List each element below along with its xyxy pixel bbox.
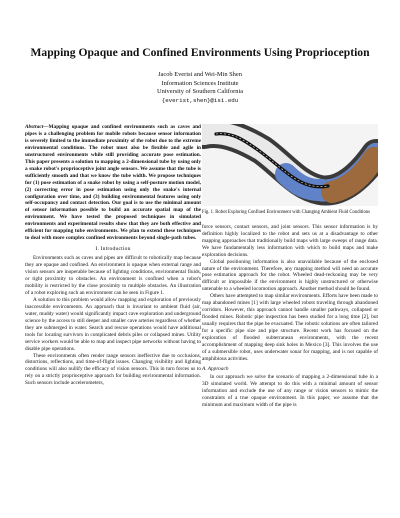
paper-title: Mapping Opaque and Confined Environments Using Proprioception: [30, 46, 370, 59]
tube-environment-illustration: [202, 124, 378, 206]
right-paragraph-4: In our approach we solve the scenario of mapping a 2-dimensional tube in a 3D simulated world. We attempt to do this with a minimal amount of sensor information and exclude the use of any range or vision sensors to mimic the constraints of a true opaque environment. In this paper, we assume that the minimum and maximum width of the pipe is: [202, 373, 378, 408]
intro-paragraph-2: A solution to this problem would allow mapping and exploration of previously inaccessible environments. An approach that is invariant to ambient fluid (air, water, muddy water) would significantly impact cave exploration and underground science by the access to still deeper and smaller cave arteries regardless of whether they are submerged in water. Search and rescue operations would have additional tools for locating survivors in complicated debris piles or collapsed mines. Utility service workers would be able to map and inspect pipe networks without having to disable pipe operations.: [25, 296, 201, 352]
section-heading-introduction: I. Introduction: [95, 246, 131, 253]
right-column: [202, 124, 378, 409]
left-column: [25, 124, 201, 387]
author-email: {everist,shen}@isi.edu: [161, 96, 239, 104]
intro-paragraph-3: These environments often render range sensors ineffective due to occlusions, distortions, reflections, and time-of-flight issues. Changing visibility and lighting conditions will also nullify the efficacy of vision sensors. This in turn forces us to rely on a strictly proprioceptive approach for building environmental information. Such sensors include accelerometers,: [25, 352, 201, 387]
right-paragraph-2: Global positioning information is also unavailable because of the enclosed nature of the environment. Therefore, any mapping method will need an accurate pose estimation approach for the robot. Wheeled dead-reckoning may be very difficult or impossible if the environment is highly unstructured or otherwise untenable to a wheeled locomotion approach. Another method should be found.: [202, 258, 378, 293]
author-university: University of Southern California: [156, 88, 244, 96]
subsection-heading-approach: A. Approach: [202, 365, 229, 372]
author-block: [0, 71, 400, 105]
figure-1-caption: Fig. 1. Robot Exploring Confined Environment with Changing Ambient Fluid Conditions: [202, 210, 370, 215]
right-paragraph-3: Others have attempted to map similar environments. Efforts have been made to map abandoned mines [1] with large wheeled robots traveling through abandoned corridors. However, this approach cannot handle smaller pathways, collapsed or flooded mines. Robotic pipe inspection has been studied for a long time [2], but usually requires that the pipe be evacuated. The robotic solutions are often tailored for a specific pipe size and pipe structure. Recent work has focused on the exploration of flooded subterranean environments, with the recent accomplishment of mapping deep sink holes in Mexico [3]. This involves the use of a submersible robot, uses underwater sonar for mapping, and is not capable of amphibious activities.: [202, 293, 378, 362]
right-paragraph-1: force sensors, contact sensors, and joint sensors. This sensor information is by definition highly localized to the robot and sets us at a disadvantage to other mapping approaches that traditionally build maps with large sweeps of range data. We have fundamentally less information with which to build maps and make exploration decisions.: [202, 223, 378, 258]
figure-1-illustration: [202, 124, 378, 206]
author-names: Jacob Everist and Wei-Min Shen: [158, 71, 242, 78]
abstract: [25, 124, 201, 242]
abstract-text: —Mapping opaque and confined environments such as caves and pipes is a challenging problem for mobile robots because sensor information is severely limited to the immediate proximity of the robot due to the extreme environmental conditions. The robot must also be flexible and agile in unstructured environments while still providing accurate pose estimation. This paper presents a solution to mapping a 2-dimensional tube by using only a snake robot's proprioceptive joint angle sensors. We assume that the tube is sufficiently smooth and that we know the tube width. We propose techniques for (1) pose estimation of a snake robot by using a self-posture motion model, (2) correcting error in pose estimation using only the snake's internal configuration over time, and (3) building environmental features using only self-occupancy and contact detection. Our goal is to use the minimal amount of sensor information possible to build an accurate spatial map of the environment. We have tested the proposed techniques in simulated environments and experimental results show that they are both effective and efficient for mapping tube environments. We plan to extend these techniques to deal with more complex confined environments beyond single-path tubes.: [25, 124, 201, 242]
abstract-label: Abstract: [25, 124, 44, 130]
author-department: Information Sciences Institute: [161, 79, 239, 87]
intro-paragraph-1: Environments such as caves and pipes are difficult to robotically map because they are opaque and confined. An environment is opaque when external range and vision sensors are inoperable because of lighting conditions, environmental fluids, or tight proximity to obstacles. An environment is confined when a robot's mobility is restricted by the close proximity to multiple obstacles. An illustration of a robot exploring such an environment can be seen in Figure 1.: [25, 255, 201, 296]
